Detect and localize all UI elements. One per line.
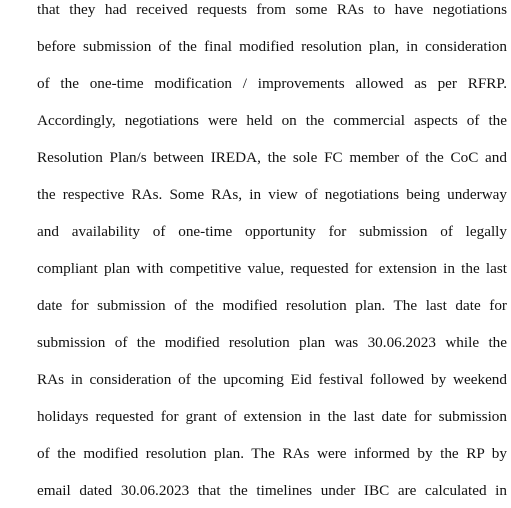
paragraph-line: email dated 30.06.2023 that the timelines under IBC are calculated in [37, 482, 507, 499]
paragraph-line: before submission of the final modified resolution plan, in consideration [37, 38, 507, 55]
paragraph-line: holidays requested for grant of extension in the last date for submission [37, 408, 507, 425]
paragraph-line: RAs in consideration of the upcoming Eid festival followed by weekend [37, 371, 507, 388]
paragraph-line: date for submission of the modified resolution plan. The last date for [37, 297, 507, 314]
paragraph-line: Resolution Plan/s between IREDA, the sole FC member of the CoC and [37, 149, 507, 166]
paragraph-line: of the modified resolution plan. The RAs were informed by the RP by [37, 445, 507, 462]
paragraph-line: of the one-time modification / improvements allowed as per RFRP. [37, 75, 507, 92]
paragraph-line: the respective RAs. Some RAs, in view of negotiations being underway [37, 186, 507, 203]
paragraph-line: that they had received requests from some RAs to have negotiations [37, 1, 507, 18]
paragraph-line: submission of the modified resolution plan was 30.06.2023 while the [37, 334, 507, 351]
paragraph-line: and availability of one-time opportunity for submission of legally [37, 223, 507, 240]
paragraph-line: compliant plan with competitive value, requested for extension in the last [37, 260, 507, 277]
paragraph-line: Accordingly, negotiations were held on the commercial aspects of the [37, 112, 507, 129]
